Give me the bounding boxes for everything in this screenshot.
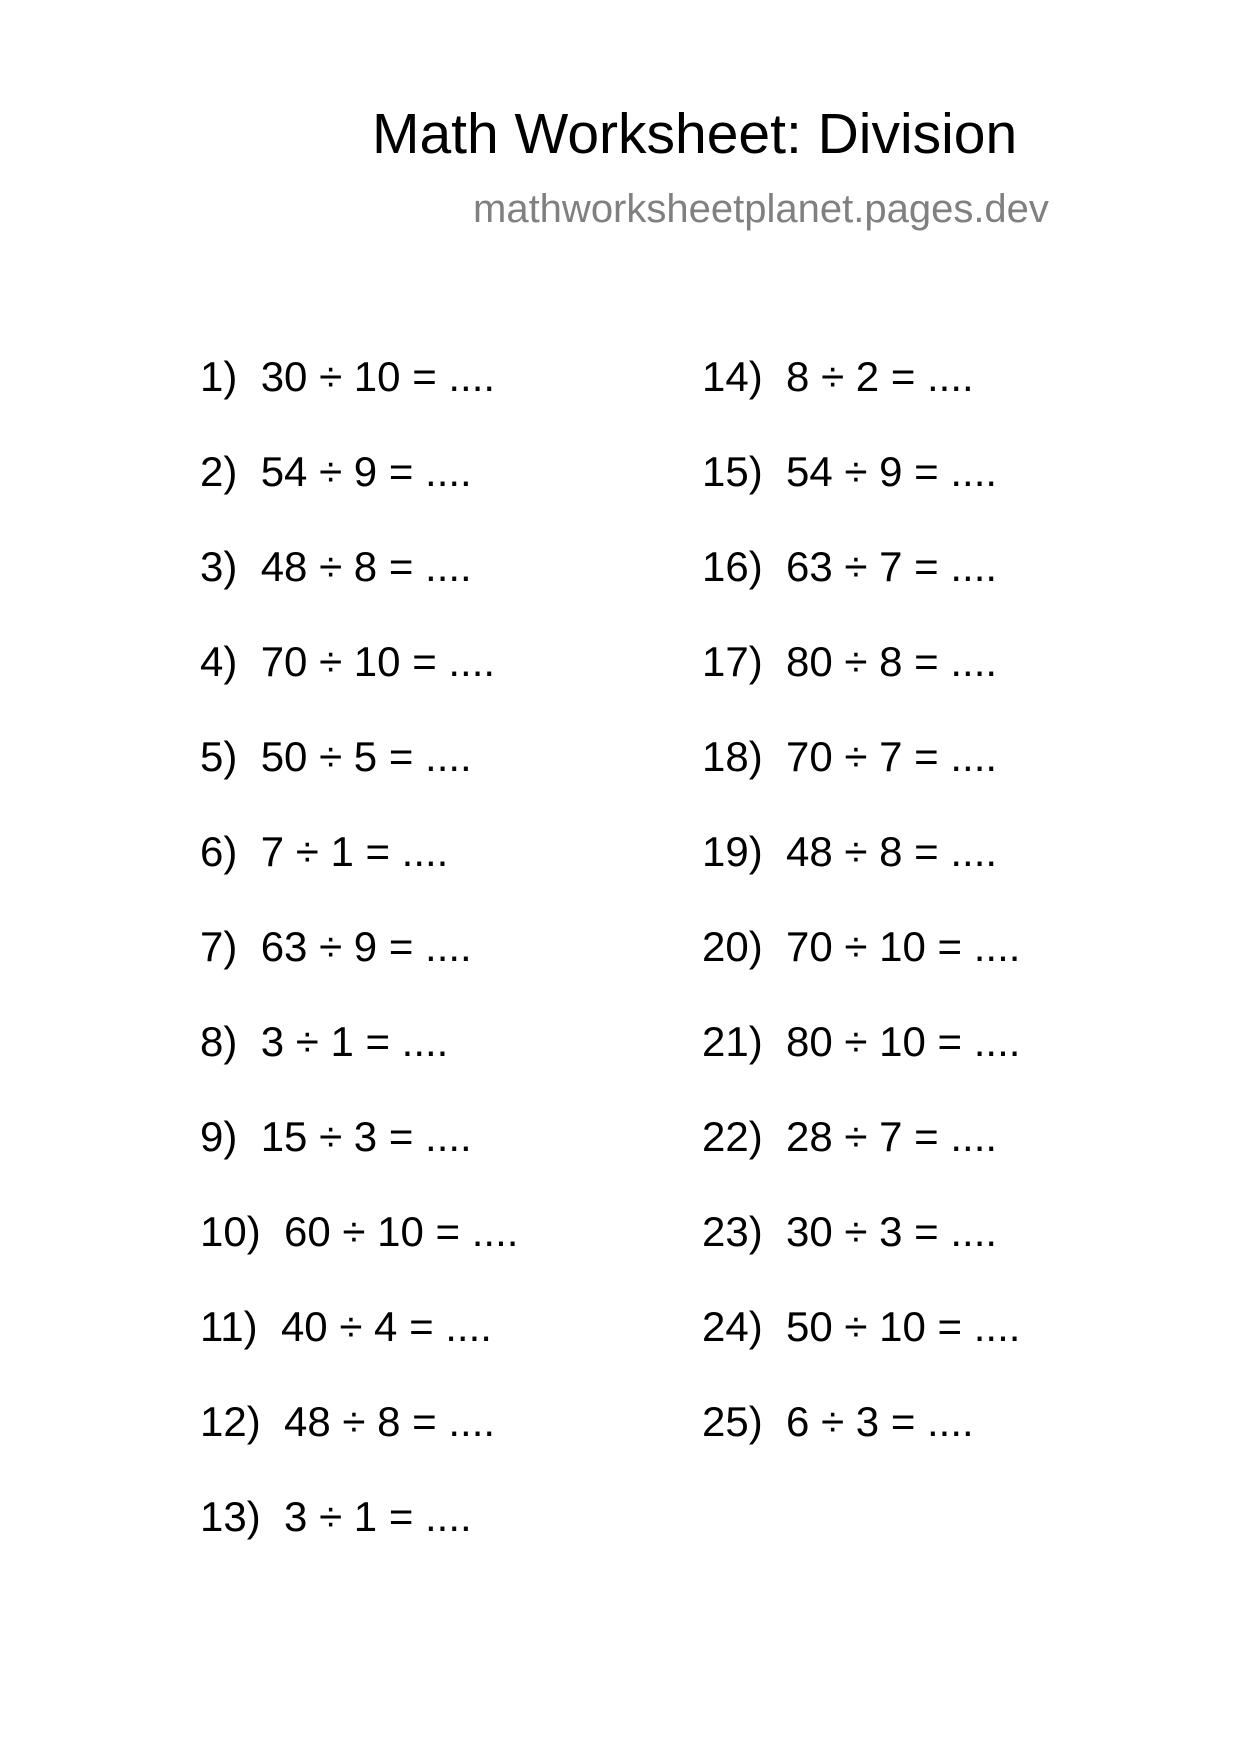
problem-number: 12): [200, 1398, 261, 1445]
problem-item: [702, 637, 997, 687]
problem-expression: 30 ÷ 3 = ....: [786, 1208, 998, 1255]
problem-item: [200, 447, 472, 497]
problem-expression: 70 ÷ 10 = ....: [260, 638, 496, 685]
problem-number: 15): [702, 448, 763, 495]
problem-number: 17): [702, 638, 763, 685]
problem-item: [702, 447, 997, 497]
problem-number: 2): [200, 448, 238, 495]
problem-expression: 30 ÷ 10 = ....: [260, 353, 496, 400]
problem-number: 5): [200, 733, 238, 780]
problem-expression: 70 ÷ 10 = ....: [786, 923, 1021, 970]
problem-item: [200, 827, 448, 877]
problem-expression: 70 ÷ 7 = ....: [786, 733, 998, 780]
problem-number: 7): [200, 923, 238, 970]
problem-number: 13): [200, 1493, 261, 1540]
problem-item: [702, 352, 974, 402]
problem-expression: 48 ÷ 8 = ....: [284, 1398, 496, 1445]
problem-expression: 28 ÷ 7 = ....: [786, 1113, 998, 1160]
problem-expression: 15 ÷ 3 = ....: [260, 1113, 472, 1160]
problem-expression: 80 ÷ 10 = ....: [786, 1018, 1021, 1065]
problem-item: [200, 1492, 472, 1542]
problem-number: 22): [702, 1113, 763, 1160]
problem-item: [200, 1207, 518, 1257]
problem-item: [702, 1302, 1020, 1352]
problem-item: [200, 1302, 492, 1352]
problem-expression: 7 ÷ 1 = ....: [260, 828, 449, 875]
problem-number: 19): [702, 828, 763, 875]
problem-item: [200, 1017, 448, 1067]
problem-expression: 50 ÷ 10 = ....: [786, 1303, 1021, 1350]
problem-expression: 48 ÷ 8 = ....: [786, 828, 998, 875]
problem-expression: 3 ÷ 1 = ....: [284, 1493, 472, 1540]
problem-expression: 63 ÷ 7 = ....: [786, 543, 998, 590]
problem-item: [702, 732, 997, 782]
problem-item: [702, 1207, 997, 1257]
problem-number: 21): [702, 1018, 763, 1065]
problem-item: [200, 732, 472, 782]
problem-number: 3): [200, 543, 238, 590]
problem-item: [200, 1397, 495, 1447]
worksheet-source-url: mathworksheetplanet.pages.dev: [473, 187, 1049, 231]
problem-number: 9): [200, 1113, 238, 1160]
problem-item: [200, 352, 495, 402]
problem-number: 23): [702, 1208, 763, 1255]
problem-item: [702, 827, 997, 877]
problem-expression: 54 ÷ 9 = ....: [786, 448, 998, 495]
problem-item: [702, 1112, 997, 1162]
problem-expression: 40 ÷ 4 = ....: [280, 1303, 492, 1350]
problem-number: 6): [200, 828, 238, 875]
problem-item: [200, 1112, 472, 1162]
problem-number: 24): [702, 1303, 763, 1350]
problem-number: 16): [702, 543, 763, 590]
problem-item: [702, 542, 997, 592]
problem-number: 8): [200, 1018, 238, 1065]
worksheet-title: Math Worksheet: Division: [372, 102, 1018, 166]
problem-number: 25): [702, 1398, 763, 1445]
problem-item: [702, 1017, 1020, 1067]
problem-item: [702, 1397, 974, 1447]
problem-expression: 48 ÷ 8 = ....: [260, 543, 472, 590]
problem-expression: 63 ÷ 9 = ....: [260, 923, 472, 970]
problem-item: [702, 922, 1020, 972]
problem-expression: 54 ÷ 9 = ....: [260, 448, 472, 495]
problem-number: 10): [200, 1208, 261, 1255]
problem-number: 1): [200, 353, 238, 400]
problem-expression: 60 ÷ 10 = ....: [284, 1208, 519, 1255]
problem-item: [200, 922, 472, 972]
problem-number: 14): [702, 353, 763, 400]
problem-number: 20): [702, 923, 763, 970]
problem-expression: 50 ÷ 5 = ....: [260, 733, 472, 780]
problem-number: 18): [702, 733, 763, 780]
problem-number: 4): [200, 638, 238, 685]
problem-item: [200, 542, 472, 592]
problem-number: 11): [200, 1303, 258, 1350]
problem-expression: 6 ÷ 3 = ....: [786, 1398, 974, 1445]
problem-expression: 8 ÷ 2 = ....: [786, 353, 974, 400]
problem-expression: 80 ÷ 8 = ....: [786, 638, 998, 685]
problem-item: [200, 637, 495, 687]
problem-expression: 3 ÷ 1 = ....: [260, 1018, 449, 1065]
